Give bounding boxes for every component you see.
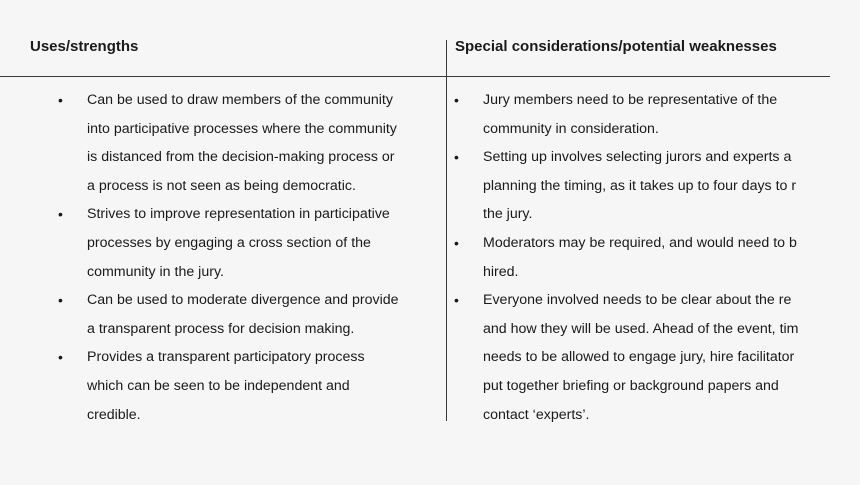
table-header-row <box>0 37 830 75</box>
header-divider <box>0 76 830 77</box>
list-item-text-line: hired. <box>483 263 519 280</box>
list-item <box>0 286 446 343</box>
list-item-text-line: Can be used to moderate divergence and provide <box>87 292 399 309</box>
bullet-icon: • <box>454 292 459 309</box>
header-considerations-weaknesses: Special considerations/potential weaknesses <box>455 38 777 55</box>
list-item <box>446 229 830 286</box>
list-item-text-line: community in consideration. <box>483 120 659 137</box>
list-item-text-line: Everyone involved needs to be clear about the re <box>483 292 792 309</box>
list-item-text-line: planning the timing, as it takes up to four days to r <box>483 177 797 194</box>
list-item <box>0 200 446 286</box>
list-item <box>446 286 830 429</box>
bullet-icon: • <box>58 92 63 108</box>
list-item-text-line: a transparent process for decision making. <box>87 320 355 337</box>
list-item-text-line: which can be seen to be independent and <box>87 377 350 394</box>
bullet-icon: • <box>454 234 459 251</box>
list-item-text-line: processes by engaging a cross section of the <box>87 234 371 251</box>
list-item-text-line: the jury. <box>483 206 533 223</box>
list-item-text-line: Provides a transparent participatory process <box>87 349 365 366</box>
list-item-text-line: and how they will be used. Ahead of the event, tim <box>483 320 799 337</box>
bullet-icon: • <box>454 92 459 108</box>
list-item-text-line: is distanced from the decision-making process or <box>87 149 395 166</box>
weaknesses-list <box>446 86 830 429</box>
list-item-text-line: contact ‘experts’. <box>483 406 590 423</box>
list-item-text-line: Setting up involves selecting jurors and experts a <box>483 149 792 166</box>
bullet-icon: • <box>454 149 459 166</box>
list-item <box>0 86 446 200</box>
list-item <box>0 343 446 429</box>
list-item-text-line: Can be used to draw members of the community <box>87 92 393 108</box>
bullet-icon: • <box>58 292 63 309</box>
strengths-list <box>0 86 446 429</box>
list-item-text-line: into participative processes where the community <box>87 120 397 137</box>
list-item <box>446 86 830 143</box>
list-item-text-line: put together briefing or background papers and <box>483 377 779 394</box>
list-item-text-line: needs to be allowed to engage jury, hire facilitator <box>483 349 795 366</box>
bullet-icon: • <box>58 349 63 366</box>
list-item-text-line: a process is not seen as being democratic. <box>87 177 356 194</box>
list-item-text-line: Strives to improve representation in participative <box>87 206 390 223</box>
list-item-text-line: community in the jury. <box>87 263 224 280</box>
list-item-text-line: Moderators may be required, and would need to b <box>483 234 797 251</box>
list-item <box>446 143 830 229</box>
list-item-text-line: credible. <box>87 406 141 423</box>
bullet-icon: • <box>58 206 63 223</box>
list-item-text-line: Jury members need to be representative of the <box>483 92 778 108</box>
header-uses-strengths: Uses/strengths <box>30 38 139 55</box>
